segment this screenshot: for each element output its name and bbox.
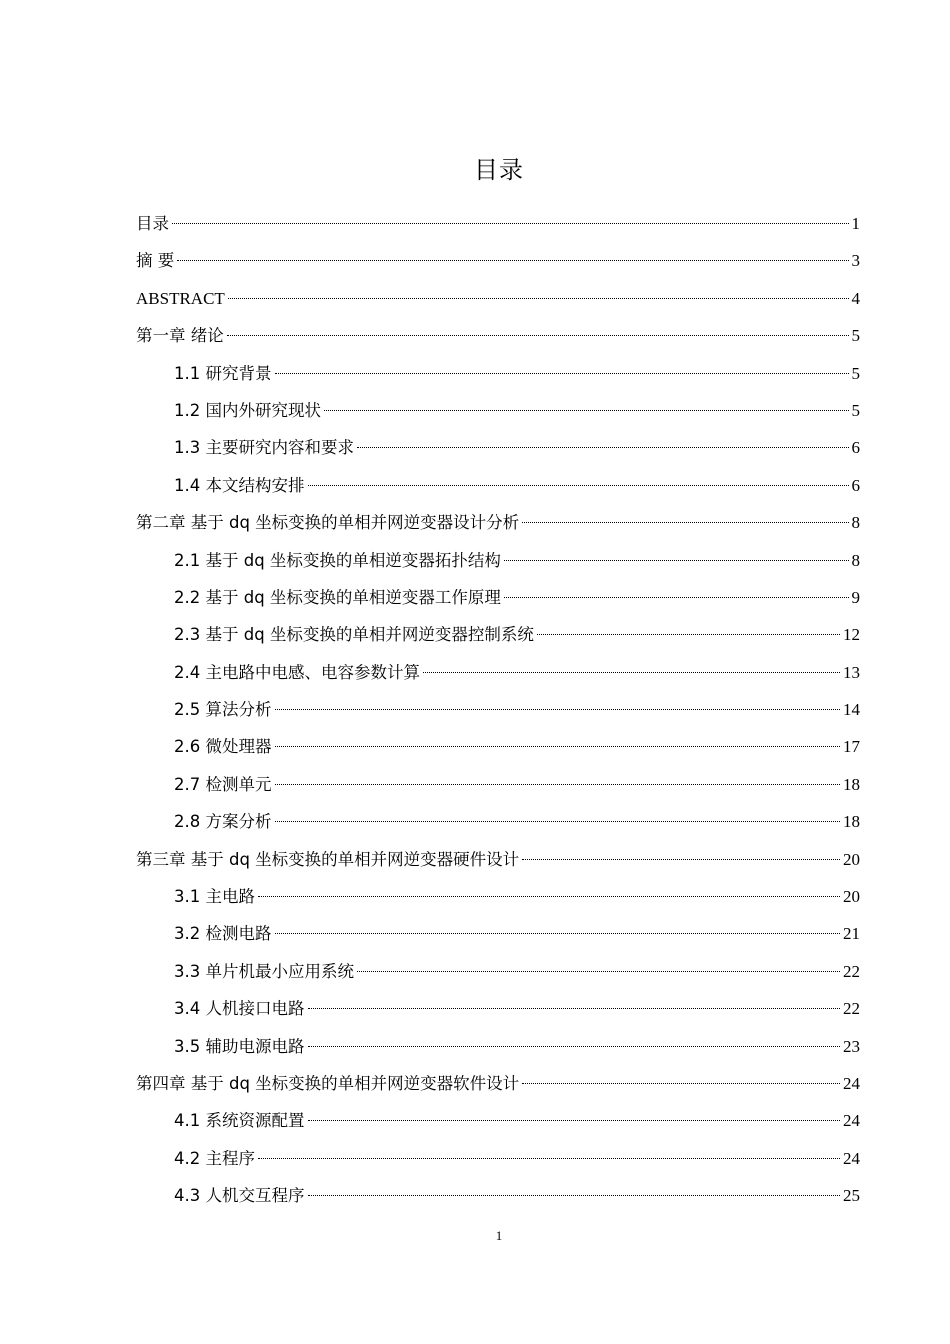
toc-dot-leader bbox=[423, 672, 840, 673]
toc-entry[interactable] bbox=[136, 467, 860, 504]
toc-entry-title: 1.4 本文结构安排 bbox=[174, 475, 305, 495]
toc-entry[interactable] bbox=[136, 1065, 860, 1102]
toc-entry-page: 8 bbox=[851, 550, 860, 570]
toc-entry-page: 22 bbox=[843, 961, 860, 981]
toc-entry[interactable] bbox=[136, 504, 860, 541]
toc-entry-title: 目录 bbox=[136, 214, 169, 233]
toc-entry-page: 23 bbox=[843, 1036, 860, 1056]
toc-entry[interactable] bbox=[136, 392, 860, 429]
toc-entry-title: 4.1 系统资源配置 bbox=[174, 1111, 305, 1131]
toc-entry[interactable] bbox=[136, 429, 860, 466]
toc-entry-title: 2.2 基于 dq 坐标变换的单相逆变器工作原理 bbox=[174, 587, 501, 607]
toc-dot-leader bbox=[227, 335, 849, 336]
toc-dot-leader bbox=[522, 1083, 840, 1084]
toc-entry-page: 14 bbox=[843, 700, 860, 720]
toc-dot-leader bbox=[308, 1120, 841, 1121]
toc-dot-leader bbox=[504, 560, 849, 561]
toc-dot-leader bbox=[522, 859, 840, 860]
toc-dot-leader bbox=[275, 784, 841, 785]
toc-entry[interactable] bbox=[136, 616, 860, 653]
toc-entry-title: 3.1 主电路 bbox=[174, 887, 255, 907]
toc-entry-title: 2.8 方案分析 bbox=[174, 812, 272, 832]
toc-entry[interactable] bbox=[136, 878, 860, 915]
toc-dot-leader bbox=[177, 260, 848, 261]
toc-entry-title: 4.3 人机交互程序 bbox=[174, 1186, 305, 1206]
toc-entry-page: 4 bbox=[851, 288, 860, 308]
toc-entry-page: 25 bbox=[843, 1186, 860, 1206]
table-of-contents bbox=[136, 205, 860, 1215]
toc-entry[interactable] bbox=[136, 1102, 860, 1139]
toc-entry-title: 2.4 主电路中电感、电容参数计算 bbox=[174, 662, 420, 682]
toc-entry-title: 2.6 微处理器 bbox=[174, 737, 272, 757]
toc-entry-title: 2.5 算法分析 bbox=[174, 700, 272, 720]
toc-entry[interactable] bbox=[136, 1140, 860, 1177]
toc-dot-leader bbox=[308, 1046, 841, 1047]
toc-entry[interactable] bbox=[136, 766, 860, 803]
toc-dot-leader bbox=[228, 298, 849, 299]
toc-dot-leader bbox=[172, 223, 849, 224]
toc-entry-page: 22 bbox=[843, 999, 860, 1019]
toc-entry-page: 24 bbox=[843, 1148, 860, 1168]
toc-entry-title: 第三章 基于 dq 坐标变换的单相并网逆变器硬件设计 bbox=[136, 849, 520, 869]
toc-entry[interactable] bbox=[136, 803, 860, 840]
toc-entry[interactable] bbox=[136, 280, 860, 317]
toc-dot-leader bbox=[275, 746, 841, 747]
toc-entry-page: 5 bbox=[851, 363, 860, 383]
toc-entry-page: 8 bbox=[851, 513, 860, 533]
toc-entry-title: 4.2 主程序 bbox=[174, 1148, 255, 1168]
toc-entry-title: 3.4 人机接口电路 bbox=[174, 999, 305, 1019]
toc-dot-leader bbox=[275, 933, 841, 934]
toc-entry-page: 5 bbox=[851, 400, 860, 420]
toc-entry[interactable] bbox=[136, 1177, 860, 1214]
page-title: 目录 bbox=[474, 156, 524, 184]
toc-entry-title: ABSTRACT bbox=[136, 288, 225, 308]
toc-dot-leader bbox=[357, 447, 849, 448]
toc-entry[interactable] bbox=[136, 317, 860, 354]
toc-entry[interactable] bbox=[136, 841, 860, 878]
toc-dot-leader bbox=[308, 485, 849, 486]
toc-entry[interactable] bbox=[136, 728, 860, 765]
toc-entry-page: 20 bbox=[843, 887, 860, 907]
toc-dot-leader bbox=[275, 821, 841, 822]
toc-entry[interactable] bbox=[136, 579, 860, 616]
toc-entry[interactable] bbox=[136, 355, 860, 392]
toc-entry-page: 6 bbox=[851, 475, 860, 495]
toc-entry-title: 第一章 绪论 bbox=[136, 326, 224, 346]
toc-entry-page: 9 bbox=[851, 587, 860, 607]
toc-entry[interactable] bbox=[136, 654, 860, 691]
toc-entry-page: 20 bbox=[843, 849, 860, 869]
toc-entry[interactable] bbox=[136, 542, 860, 579]
toc-entry-title: 3.5 辅助电源电路 bbox=[174, 1036, 305, 1056]
toc-entry-page: 24 bbox=[843, 1111, 860, 1131]
toc-entry[interactable] bbox=[136, 990, 860, 1027]
toc-entry-page: 18 bbox=[843, 774, 860, 794]
toc-dot-leader bbox=[504, 597, 849, 598]
toc-entry-title: 2.1 基于 dq 坐标变换的单相逆变器拓扑结构 bbox=[174, 550, 501, 570]
toc-entry-title: 2.7 检测单元 bbox=[174, 774, 272, 794]
toc-dot-leader bbox=[275, 709, 841, 710]
toc-dot-leader bbox=[258, 896, 840, 897]
toc-entry-page: 3 bbox=[851, 251, 860, 271]
toc-entry[interactable] bbox=[136, 691, 860, 728]
toc-dot-leader bbox=[537, 634, 840, 635]
toc-entry-page: 13 bbox=[843, 662, 860, 682]
toc-entry-title: 1.1 研究背景 bbox=[174, 363, 272, 383]
toc-entry-title: 第二章 基于 dq 坐标变换的单相并网逆变器设计分析 bbox=[136, 513, 520, 533]
footer-page-number: 1 bbox=[495, 1228, 503, 1243]
toc-entry-title: 1.3 主要研究内容和要求 bbox=[174, 438, 354, 458]
toc-entry-title: 3.2 检测电路 bbox=[174, 924, 272, 944]
toc-entry-title: 第四章 基于 dq 坐标变换的单相并网逆变器软件设计 bbox=[136, 1073, 520, 1093]
toc-entry[interactable] bbox=[136, 953, 860, 990]
toc-entry-title: 1.2 国内外研究现状 bbox=[174, 400, 321, 420]
toc-entry[interactable] bbox=[136, 1028, 860, 1065]
toc-dot-leader bbox=[357, 971, 840, 972]
toc-entry-page: 5 bbox=[851, 326, 860, 346]
toc-dot-leader bbox=[308, 1008, 841, 1009]
toc-dot-leader bbox=[275, 373, 849, 374]
toc-entry-page: 12 bbox=[843, 625, 860, 645]
toc-dot-leader bbox=[308, 1195, 841, 1196]
toc-entry-page: 24 bbox=[843, 1073, 860, 1093]
toc-dot-leader bbox=[258, 1158, 840, 1159]
toc-entry-page: 1 bbox=[851, 214, 860, 233]
toc-entry-page: 6 bbox=[851, 438, 860, 458]
toc-entry-page: 17 bbox=[843, 737, 860, 757]
toc-entry-page: 21 bbox=[843, 924, 860, 944]
toc-dot-leader bbox=[324, 410, 849, 411]
toc-entry-title: 摘 要 bbox=[136, 251, 175, 271]
toc-dot-leader bbox=[522, 522, 848, 523]
toc-entry[interactable] bbox=[136, 205, 860, 242]
toc-entry-title: 3.3 单片机最小应用系统 bbox=[174, 961, 354, 981]
toc-entry-title: 2.3 基于 dq 坐标变换的单相并网逆变器控制系统 bbox=[174, 625, 534, 645]
toc-entry[interactable] bbox=[136, 915, 860, 952]
toc-entry-page: 18 bbox=[843, 812, 860, 832]
toc-entry[interactable] bbox=[136, 242, 860, 279]
